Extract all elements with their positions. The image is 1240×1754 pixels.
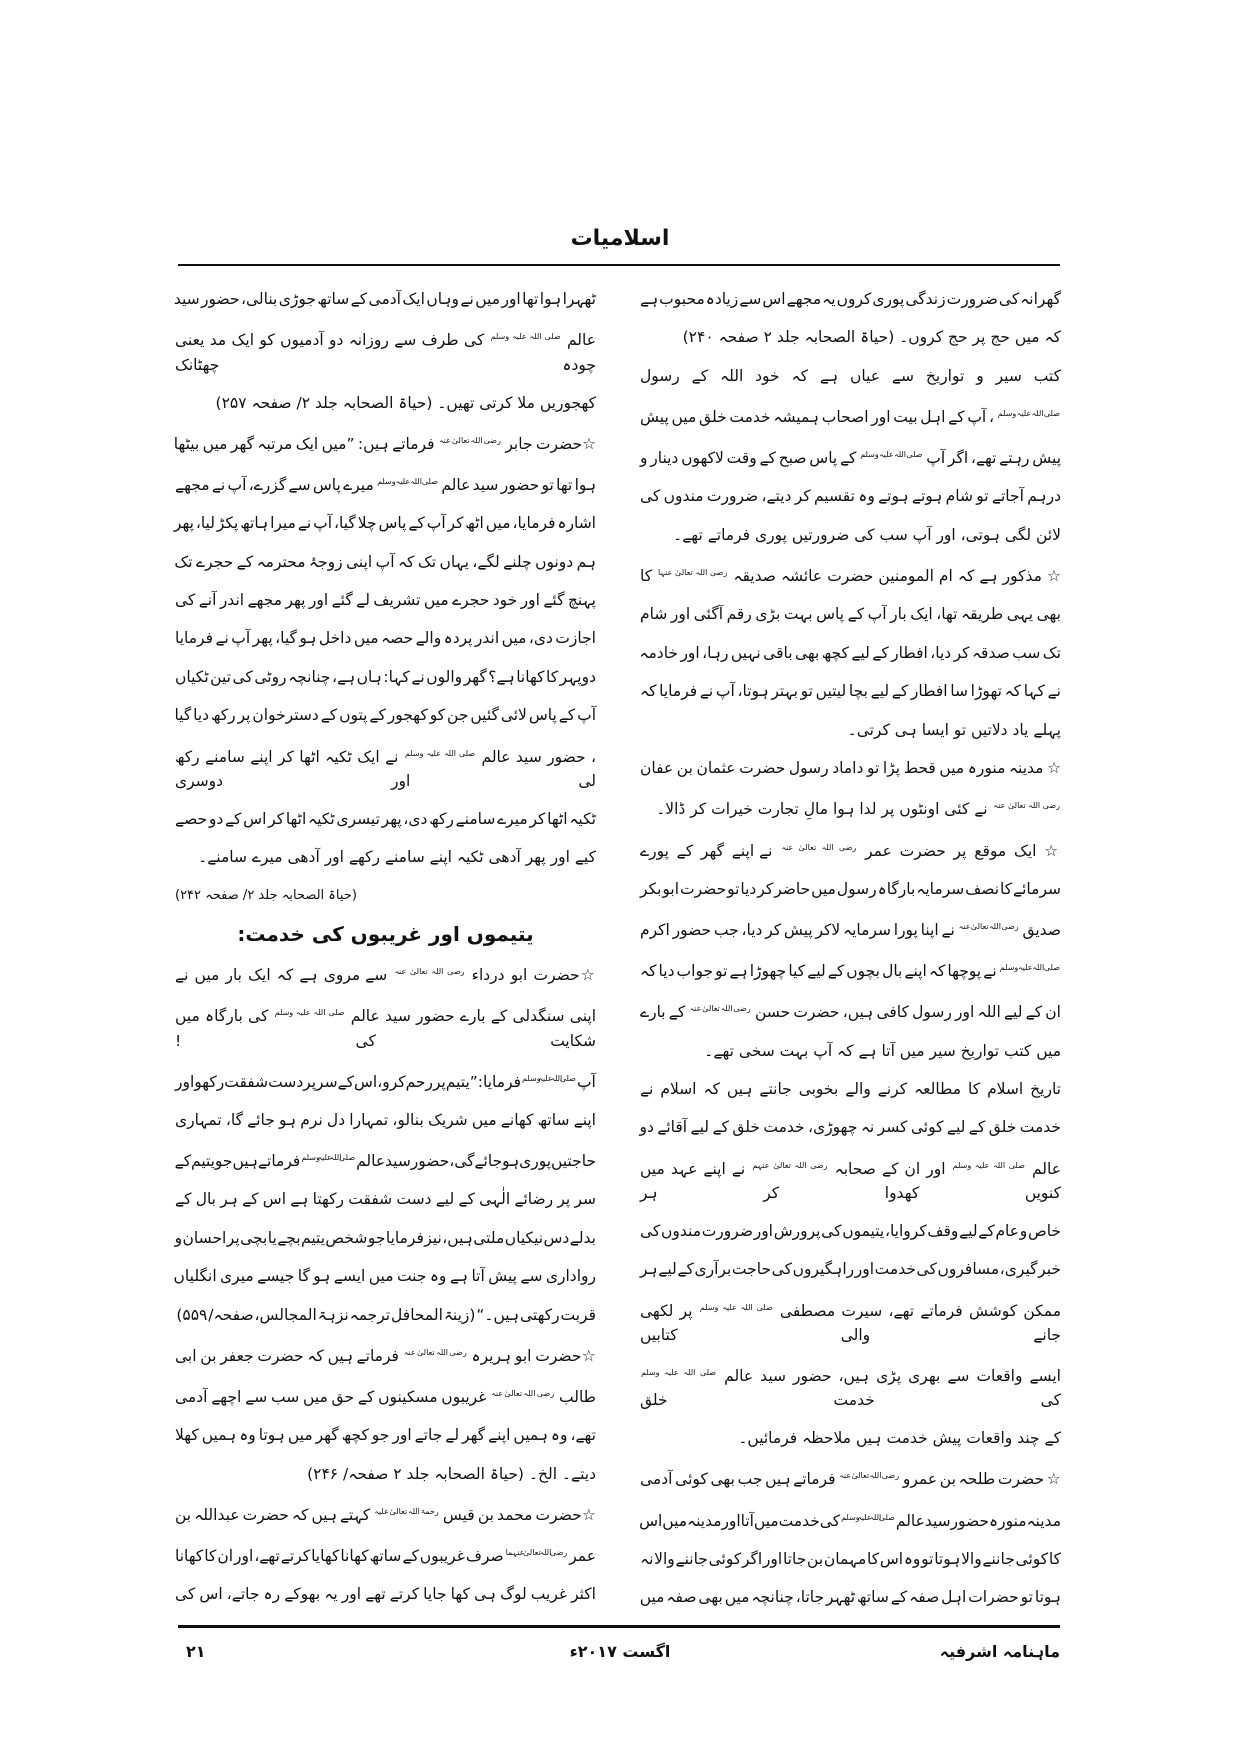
text-segment: پہنچ گئے اور خود حجرے میں تشریف لے گئے اور پھر مجھے اندر آنے کی bbox=[174, 591, 596, 610]
text-segment: گھرانہ کی ضرورت زندگی پوری کروں یہ مجھے اس سے زیادہ محبوب ہے bbox=[640, 290, 1061, 308]
text-line bbox=[175, 696, 596, 734]
text-segment: ☆ حضرت طلحہ بن عمرو bbox=[902, 1470, 1062, 1489]
text-line bbox=[640, 1419, 1061, 1457]
honorific-ligature: صلی اللہ علیہ وسلم bbox=[841, 1512, 895, 1522]
text-line bbox=[640, 1354, 1061, 1419]
text-segment: لائن لگی ہوتی، اور آپ سب کی ضرورتیں پوری فرماتے تھے۔ bbox=[673, 525, 1061, 544]
text-segment: بھی یہی طریقہ تھا، ایک بار آپ کے پاس بہت بڑی رقم آگئی اور شام bbox=[640, 605, 1061, 624]
text-line bbox=[640, 554, 1061, 595]
text-line bbox=[640, 870, 1061, 908]
text-line bbox=[175, 422, 596, 463]
text-segment: ☆حضرت محمد بن قیس bbox=[442, 1506, 596, 1525]
text-line bbox=[175, 280, 596, 318]
honorific-ligature: صلی اللہ علیہ وسلم bbox=[999, 963, 1060, 973]
honorific-ligature: صلی اللہ علیہ وسلم bbox=[952, 1160, 1025, 1170]
text-line bbox=[640, 949, 1061, 990]
page-number: ۲۱ bbox=[186, 1642, 206, 1661]
text-segment: ممکن کوشش فرماتے تھے، سیرت مصطفی bbox=[779, 1301, 1061, 1320]
text-line bbox=[175, 1455, 596, 1493]
text-line bbox=[640, 1212, 1061, 1250]
text-segment: تک سب صدقہ کر دیا، افطار کے لیے کچھ بھی باقی نہیں رہا، اور خادمہ bbox=[639, 643, 1061, 662]
text-line bbox=[175, 1375, 596, 1416]
text-segment: ، حضور سید عالم bbox=[481, 747, 597, 766]
text-line bbox=[640, 990, 1061, 1031]
text-segment: یتیموں اور غریبوں کی خدمت: bbox=[237, 921, 534, 946]
text-segment: ایسے واقعات سے بھری پڑی ہیں، حضور سید عالم bbox=[724, 1366, 1061, 1385]
text-line bbox=[640, 1578, 1061, 1616]
text-segment: نے اپنا پورا سرمایہ لاکر پیش کر دیا، جب حضور اکرم bbox=[640, 921, 955, 940]
section-heading bbox=[175, 915, 596, 953]
text-line bbox=[175, 953, 596, 994]
text-line bbox=[175, 1416, 596, 1454]
text-line bbox=[640, 749, 1061, 787]
text-segment: نے کہا کہ تھوڑا سا افطار کے لیے بچا لیتیں تو بہتر ہوتا، آپ نے فرمایا کہ bbox=[640, 682, 1061, 701]
text-line bbox=[640, 318, 1061, 356]
text-segment: غریبوں مسکینوں کے حق میں سب سے اچھے آدمی bbox=[175, 1388, 487, 1407]
text-segment: کا bbox=[640, 567, 653, 586]
honorific-ligature: صلی اللہ علیہ وسلم bbox=[860, 450, 923, 460]
text-segment: ☆ ایک موقع پر حضرت عمر bbox=[865, 841, 1061, 860]
honorific-ligature: رضی اللہ تعالیٰ عنہ bbox=[438, 435, 501, 445]
text-line bbox=[175, 1180, 596, 1218]
text-segment: حاجتیں پوری ہو جائے گی، حضور سید عالم bbox=[356, 1152, 596, 1171]
text-segment: اور ان کے صحابہ bbox=[834, 1159, 946, 1178]
text-line bbox=[175, 838, 596, 876]
text-segment: آپ کے پاس لائی گئیں جن کو کھجور کے پتوں کے دسترخوان پر رکھ دیا گیا bbox=[174, 706, 596, 725]
text-line bbox=[640, 1108, 1061, 1146]
citation-line bbox=[175, 877, 596, 915]
text-line bbox=[175, 800, 596, 838]
text-segment: ٹھہرا ہوا تھا اور میں نے وہاں ایک آدمی کے ساتھ جوڑی بنالی، حضور سید bbox=[173, 290, 596, 308]
honorific-ligature: صلی اللہ علیہ وسلم bbox=[522, 1073, 576, 1083]
text-segment: ☆ مذکور ہے کہ ام المومنین حضرت عائشہ صدیقہ bbox=[733, 567, 1061, 586]
text-segment: فرمایا: ”یتیم پر رحم کرو، اس کے سر پر دست شفقت رکھو اور bbox=[175, 1072, 522, 1091]
text-segment: میں کتب تواریخ سیر میں آتا ہے کہ آپ بہت سخی تھے۔ bbox=[704, 1041, 1061, 1060]
text-line bbox=[175, 1219, 596, 1257]
text-line bbox=[175, 619, 596, 657]
honorific-ligature: رضی اللہ تعالیٰ عنہ bbox=[993, 801, 1060, 811]
honorific-ligature: رضی اللہ تعالیٰ عنہ bbox=[394, 967, 465, 977]
text-line bbox=[640, 1540, 1061, 1578]
text-line bbox=[640, 357, 1061, 395]
text-line bbox=[175, 994, 596, 1059]
text-segment: کتب سیر و تواریخ سے عیاں ہے کہ خود اللہ کے رسول bbox=[640, 366, 1061, 385]
text-segment: کی خدمت میں آتا اور مدینہ میں اس bbox=[639, 1511, 841, 1530]
text-segment: ٹکیہ اٹھا کر میرے سامنے رکھ دی، پھر تیسری ٹکیہ اٹھا کر اس کے دو حصے bbox=[175, 809, 596, 828]
text-line bbox=[640, 908, 1061, 949]
text-line bbox=[640, 395, 1061, 436]
text-segment: کہتے ہیں کہ حضرت عبداللہ بن bbox=[175, 1506, 371, 1525]
text-segment: کا کوئی جاننے والا ہوتا تو وہ اس کا مہمان بن جاتا اور اگر کوئی جاننے والا نہ bbox=[640, 1549, 1061, 1568]
text-segment: کے پاس صبح کے وقت لاکھوں دینار و bbox=[640, 449, 857, 468]
text-segment: نے اپنے گھر کے پورے bbox=[640, 841, 773, 860]
text-line bbox=[640, 1147, 1061, 1212]
text-line bbox=[640, 634, 1061, 672]
honorific-ligature: رضی اللہ تعالیٰ عنہا bbox=[658, 568, 728, 578]
text-segment: ، آپ کے اہل بیت اور اصحاب ہمیشہ خدمت خلق میں پیش bbox=[640, 408, 994, 427]
text-line bbox=[640, 1499, 1061, 1540]
text-segment: طالب bbox=[559, 1388, 597, 1407]
text-line bbox=[640, 595, 1061, 633]
honorific-ligature: رضی اللہ تعالیٰ عنہما bbox=[505, 1548, 568, 1558]
text-segment: قربت رکھتی ہیں۔“ (زینۃ المحافل ترجمہ نزہۃ المجالس، صفحہ/ ۵۵۹) bbox=[176, 1305, 596, 1324]
text-segment: کے چند واقعات پیش خدمت ہیں ملاحظہ فرمائیں۔ bbox=[738, 1428, 1061, 1447]
honorific-ligature: رضی اللہ تعالیٰ عنہ bbox=[689, 1004, 751, 1014]
text-line bbox=[175, 463, 596, 504]
text-segment: نے کئی اونٹوں پر لدا ہوا مالِ تجارت خیرات کر ڈالا۔ bbox=[656, 800, 988, 819]
text-segment: دیتے۔ الخ۔ (حیاۃ الصحابہ جلد ۲ صفحہ/ ۲۴۶) bbox=[307, 1464, 596, 1483]
honorific-ligature: صلی اللہ علیہ وسلم bbox=[490, 332, 561, 342]
text-line bbox=[175, 504, 596, 542]
text-line bbox=[175, 543, 596, 581]
text-line bbox=[175, 1296, 596, 1334]
honorific-ligature: صلی اللہ علیہ وسلم bbox=[997, 409, 1060, 419]
text-line bbox=[175, 1534, 596, 1575]
text-line bbox=[640, 672, 1061, 710]
text-line bbox=[175, 1257, 596, 1295]
text-segment: فرماتے ہیں جو یتیم کے bbox=[174, 1152, 301, 1171]
honorific-ligature: صلی اللہ علیہ وسلم bbox=[641, 1367, 717, 1377]
text-segment: اشارہ فرمایا، میں اٹھ کر آپ کے پاس چلا گیا، آپ نے میرا ہاتھ پکڑ لیا، پھر bbox=[173, 514, 596, 533]
honorific-ligature: رضی اللہ تعالیٰ عنہ bbox=[491, 1389, 555, 1399]
text-segment: کی خدمت خلق bbox=[640, 1390, 1061, 1409]
text-line bbox=[640, 1457, 1061, 1498]
section-title: اسلامیات bbox=[570, 226, 670, 251]
text-segment: پہلے یاد دلاتیں تو ایسا ہی کرتی۔ bbox=[847, 720, 1061, 739]
text-line bbox=[175, 318, 596, 383]
text-segment: میرے پاس سے گزرے، آپ نے مجھے bbox=[175, 476, 374, 495]
text-segment: (حیاۃ الصحابہ جلد ۲/ صفحہ ۲۴۲) bbox=[175, 887, 357, 903]
honorific-ligature: رضی اللہ تعالیٰ عنہ bbox=[781, 842, 857, 852]
text-segment: اکثر غریب لوگ ہی کھا جایا کرتے تھے اور یہ بھوکے رہ جاتے، اس کی bbox=[175, 1585, 596, 1604]
honorific-ligature: رضی اللہ تعالیٰ عنہ bbox=[958, 922, 1019, 932]
honorific-ligature: رضی اللہ تعالیٰ عنہم bbox=[752, 1160, 828, 1170]
text-segment: خاص و عام کے لیے وقف کروایا، یتیموں کی پرورش اور ضرورت مندوں کی bbox=[640, 1221, 1061, 1240]
text-line bbox=[640, 1032, 1061, 1070]
right-text-column bbox=[640, 280, 1061, 1616]
text-line bbox=[640, 436, 1061, 477]
text-line bbox=[175, 1493, 596, 1534]
honorific-ligature: صلی اللہ علیہ وسلم bbox=[274, 1008, 345, 1018]
text-segment: پر لکھی جانے والی کتابیں bbox=[640, 1301, 1061, 1344]
header-divider bbox=[178, 264, 1060, 266]
text-line bbox=[640, 787, 1061, 828]
text-segment: ☆حضرت ابو درداء bbox=[471, 966, 596, 985]
text-line bbox=[640, 516, 1061, 554]
text-segment: کہ میں حج پر حج کروں۔ (حیاۃ الصحابہ جلد ۲ صفحہ ۲۴۰) bbox=[682, 328, 1061, 347]
text-line bbox=[175, 1575, 596, 1613]
honorific-ligature: صلی اللہ علیہ وسلم bbox=[301, 1153, 356, 1163]
text-line bbox=[640, 1289, 1061, 1354]
text-segment: ☆حضرت جابر bbox=[505, 435, 596, 454]
footer-divider bbox=[178, 1625, 1060, 1628]
honorific-ligature: صلی اللہ علیہ وسلم bbox=[404, 748, 476, 758]
text-segment: صرف غریبوں کے ساتھ کھانا کھایا کرتے تھے، اور ان کا کھانا bbox=[175, 1547, 504, 1566]
text-line bbox=[175, 581, 596, 619]
text-segment: درہم آجاتے تو شام ہوتے ہوتے وہ تقسیم کر دیتے، ضرورت مندوں کی bbox=[640, 487, 1061, 506]
honorific-ligature: رحمۃ اللہ تعالیٰ علیہ bbox=[374, 1506, 439, 1516]
text-line bbox=[175, 735, 596, 800]
text-line bbox=[640, 1070, 1061, 1108]
text-segment: اپنی سنگدلی کے بارے حضور سید عالم bbox=[350, 1007, 597, 1026]
text-segment: اجازت دی، میں اندر پردہ والے حصہ میں داخل ہو گیا، پھر آپ نے فرمایا bbox=[175, 629, 596, 648]
issue-date: اگست ۲۰۱۷ء bbox=[569, 1642, 671, 1661]
text-segment: عالم bbox=[566, 331, 596, 350]
text-segment: صدیق bbox=[1022, 921, 1061, 940]
text-line bbox=[175, 1334, 596, 1375]
text-line bbox=[640, 280, 1061, 318]
text-segment: سر پر رضائے الٰہی کے لیے دست شفقت رکھتا ہے اس کے ہر بال کے bbox=[175, 1190, 596, 1209]
text-segment: کی بارگاہ میں شکایت کی ! bbox=[175, 1007, 596, 1050]
text-segment: ہوتا تو حضرات اہل صفہ کے ساتھ ٹھہر جاتا، چنانچہ میں بھی صفہ میں bbox=[639, 1588, 1061, 1607]
text-segment: نے اپنے عہد میں کنویں کھدوا کر ہر bbox=[640, 1159, 1061, 1202]
text-segment: ہوا تھا تو حضور سید عالم bbox=[441, 476, 597, 495]
text-segment: ☆ مدینہ منورہ میں قحط پڑا تو داماد رسول حضرت عثمان بن عفان bbox=[640, 758, 1061, 777]
text-segment: رواداری سے پیش آتا ہے وہ جنت میں ایسے ہو گا جیسے میری انگلیاں bbox=[173, 1267, 596, 1286]
text-segment: تھے، وہ ہمیں اپنے گھر لے جاتے اور جو کچھ گھر میں ہوتا وہ ہمیں کھلا bbox=[175, 1426, 596, 1445]
text-line bbox=[175, 1101, 596, 1139]
honorific-ligature: صلی اللہ علیہ وسلم bbox=[377, 477, 438, 487]
text-segment: کھجوریں ملا کرتی تھیں۔ (حیاۃ الصحابہ جلد ۲/ صفحہ ۲۵۷) bbox=[215, 393, 596, 412]
left-text-column bbox=[175, 280, 596, 1614]
honorific-ligature: صلی اللہ علیہ وسلم bbox=[699, 1302, 773, 1312]
text-segment: نے پوچھا کہ اپنے بال بچوں کے لیے کیا چھوڑا ہے تو جواب دیا کہ bbox=[640, 962, 997, 981]
text-line bbox=[175, 384, 596, 422]
text-line bbox=[640, 477, 1061, 515]
text-segment: خبر گیری، مسافروں کی خدمت اور راہگیروں کی حاجت برآری کے لیے ہر bbox=[640, 1260, 1061, 1279]
text-line bbox=[175, 1139, 596, 1180]
text-segment: پیش رہتے تھے، اگر آپ bbox=[926, 449, 1062, 468]
text-segment: دوپہر کا کھانا ہے؟ گھر والوں نے کہا: ہاں ہے، چنانچہ روٹی کی تین ٹکیاں bbox=[175, 667, 596, 686]
magazine-name: ماہنامہ اشرفیہ bbox=[939, 1642, 1060, 1661]
text-segment: خدمت خلق کے لیے کوئی کسر نہ چھوڑی، خدمت خلق کے لیے آقائے دو bbox=[639, 1118, 1061, 1137]
text-segment: فرماتے ہیں: ”میں ایک مرتبہ گھر میں بیٹھا bbox=[173, 435, 435, 454]
text-line bbox=[175, 1060, 596, 1101]
text-segment: فرماتے ہیں کہ حضرت جعفر بن ابی bbox=[175, 1347, 399, 1366]
text-line bbox=[640, 711, 1061, 749]
text-line bbox=[640, 829, 1061, 870]
text-segment: کی طرف سے روزانہ دو آدمیوں کو ایک مد یعنی چودہ چھٹانک bbox=[175, 331, 596, 374]
text-segment: سے مروی ہے کہ ایک بار میں نے bbox=[175, 966, 388, 985]
text-line bbox=[640, 1250, 1061, 1288]
text-segment: آپ bbox=[576, 1072, 596, 1091]
text-segment: کیے اور پھر آدھی ٹکیہ اپنے سامنے رکھے اور آدھی میرے سامنے۔ bbox=[198, 848, 596, 867]
text-segment: ☆حضرت ابو ہریرہ bbox=[471, 1347, 596, 1366]
honorific-ligature: رضی اللہ تعالیٰ عنہ bbox=[839, 1471, 900, 1481]
text-segment: فرماتے ہیں جب بھی کوئی آدمی bbox=[640, 1470, 836, 1489]
text-segment: مدینہ منورہ حضور سید عالم bbox=[895, 1511, 1061, 1530]
text-segment: نے ایک ٹکیہ اٹھا کر اپنے سامنے رکھ لی اور دوسری bbox=[175, 747, 596, 790]
text-segment: ان کے لیے اللہ اور رسول کافی ہیں، حضرت حسن bbox=[754, 1003, 1061, 1022]
text-segment: اپنے ساتھ کھانے میں شریک بنالو، تمہارا دل نرم ہو جائے گا، تمہاری bbox=[175, 1110, 596, 1129]
text-segment: کے بارے bbox=[640, 1003, 686, 1022]
honorific-ligature: رضی اللہ تعالیٰ عنہ bbox=[403, 1347, 467, 1357]
text-segment: عالم bbox=[1031, 1159, 1061, 1178]
text-segment: سرمائے کا نصف سرمایہ بارگاہ رسول میں حاضر کر دیا تو حضرت ابو بکر bbox=[640, 879, 1061, 898]
text-segment: عمر bbox=[569, 1547, 596, 1566]
text-segment: بدلے دس نیکیاں ملتی ہیں، نیز فرمایا جو شخص یتیم بچے یا بچی پر احسان و bbox=[174, 1228, 596, 1247]
text-segment: تاریخ اسلام کا مطالعہ کرنے والے بخوبی جانتے ہیں کہ اسلام نے bbox=[640, 1079, 1061, 1098]
text-segment: ہم دونوں چلنے لگے، یہاں تک کہ آپ اپنی زوجۂ محترمہ کے حجرے تک bbox=[174, 552, 596, 571]
text-line bbox=[175, 658, 596, 696]
